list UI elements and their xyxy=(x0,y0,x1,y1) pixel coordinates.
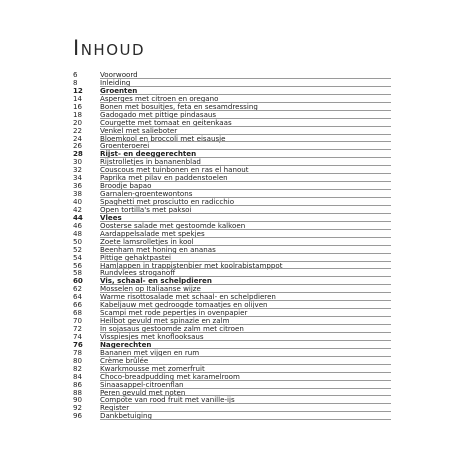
toc-entry-title: Garnalen-groentewontons xyxy=(100,189,193,199)
toc-page-number: 54 xyxy=(73,252,83,262)
toc-entry-title: Couscous met tuinbonen en ras el hanout xyxy=(100,165,249,175)
toc-entry-title: Oosterse salade met gestoomde kalkoen xyxy=(100,220,246,230)
toc-entry-title: Vlees xyxy=(100,212,122,222)
toc-entry-title: Courgette met tomaat en geitenkaas xyxy=(100,117,232,127)
toc-page-number: 96 xyxy=(73,411,83,421)
toc-entry-title: Sinaasappel-citroenflan xyxy=(100,379,184,389)
toc-page-number: 46 xyxy=(73,220,83,230)
toc-entry-title: Mosselen op Italiaanse wijze xyxy=(100,284,201,294)
toc-entry-title: Zoete lamsrolletjes in kool xyxy=(100,236,194,246)
toc-page-number: 76 xyxy=(73,339,83,349)
toc-entry-title: Bonen met bosuitjes, feta en sesamdressing xyxy=(100,101,258,111)
toc-page-number: 66 xyxy=(73,300,83,310)
toc-page-number: 38 xyxy=(73,189,83,199)
toc-page-number: 58 xyxy=(73,268,83,278)
toc-entry-title: Vis, schaal- en schelpdieren xyxy=(100,276,212,286)
toc-page-number: 42 xyxy=(73,204,83,214)
toc-page-number: 24 xyxy=(73,133,83,143)
toc-page-number: 80 xyxy=(73,355,83,365)
toc-page-number: 22 xyxy=(73,125,83,135)
toc-entry-title: Choco-breadpudding met karamelroom xyxy=(100,371,240,381)
toc-entry-title: Rundvlees stroganoff xyxy=(100,268,176,278)
toc-page-number: 28 xyxy=(73,149,83,159)
toc-entry-title: Hamlappen in trappistenbier met koolrabistamppot xyxy=(100,260,283,270)
toc-page-number: 30 xyxy=(73,157,83,167)
toc-page-number: 78 xyxy=(73,347,83,357)
toc-entry-title: Groenten xyxy=(100,85,138,95)
toc-entry-title: Scampi met rode pepertjes in ovenpapier xyxy=(100,308,248,318)
toc-page-number: 56 xyxy=(73,260,83,270)
toc-entry-title: Rijst- en deeggerechten xyxy=(100,149,197,159)
toc-entry-title: Voorwoord xyxy=(100,70,138,79)
toc-page-number: 8 xyxy=(73,77,78,87)
toc-page-number: 48 xyxy=(73,228,83,238)
table-of-contents xyxy=(73,71,391,420)
toc-entry-title: Venkel met salieboter xyxy=(100,125,178,135)
toc-page-number: 70 xyxy=(73,316,83,326)
toc-entry-title: Bananen met vijgen en rum xyxy=(100,347,200,357)
toc-divider xyxy=(100,419,391,420)
toc-entry-title: Groenteroerei xyxy=(100,141,150,151)
toc-entry-title: Bloemkool en broccoli met eisausje xyxy=(100,133,226,143)
toc-entry-title: Aardappelsalade met spekjes xyxy=(100,228,205,238)
toc-entry-title: Broodje bapao xyxy=(100,181,152,191)
toc-page-number: 6 xyxy=(73,70,78,79)
toc-page-number: 92 xyxy=(73,403,83,413)
toc-page-number: 34 xyxy=(73,173,83,183)
toc-page-number: 82 xyxy=(73,363,83,373)
toc-page-number: 64 xyxy=(73,292,83,302)
toc-page-number: 26 xyxy=(73,141,83,151)
toc-page-number: 72 xyxy=(73,324,83,333)
toc-entry-title: In sojasaus gestoomde zalm met citroen xyxy=(100,324,244,333)
toc-page-number: 84 xyxy=(73,371,83,381)
toc-page-number: 74 xyxy=(73,331,83,341)
toc-page-number: 40 xyxy=(73,197,83,206)
toc-entry-title: Gadogado met pittige pindasaus xyxy=(100,109,217,119)
toc-page-number: 52 xyxy=(73,244,83,254)
toc-page-number: 60 xyxy=(73,276,83,286)
toc-page-number: 14 xyxy=(73,93,83,103)
toc-page-number: 12 xyxy=(73,85,83,95)
toc-page-number: 36 xyxy=(73,181,83,191)
toc-page-number: 68 xyxy=(73,308,83,318)
toc-entry-title: Dankbetuiging xyxy=(100,411,153,421)
toc-entry-title: Register xyxy=(100,403,130,413)
toc-entry-title: Spaghetti met prosciutto en radicchio xyxy=(100,197,235,206)
page-title: Inhoud xyxy=(73,36,146,60)
toc-entry-title: Visspiesjes met knoflooksaus xyxy=(100,331,204,341)
toc-entry-title: Kabeljauw met gedroogde tomaatjes en olijven xyxy=(100,300,268,310)
toc-entry-title: Compote van rood fruit met vanille-ijs xyxy=(100,395,235,405)
toc-entry-title: Warme risottosalade met schaal- en schelpdieren xyxy=(100,292,276,302)
toc-page-number: 90 xyxy=(73,395,83,405)
toc-entry-title: Open tortilla's met paksoi xyxy=(100,204,192,214)
toc-entry xyxy=(73,412,391,420)
toc-page-number: 44 xyxy=(73,212,83,222)
toc-entry-title: Nagerechten xyxy=(100,339,152,349)
toc-page-number: 50 xyxy=(73,236,83,246)
toc-entry-title: Asperges met citroen en oregano xyxy=(100,93,219,103)
toc-entry-title: Pittige gehaktpastei xyxy=(100,252,172,262)
toc-entry-title: Rijstrolletjes in bananenblad xyxy=(100,157,201,167)
toc-entry-title: Inleiding xyxy=(100,77,131,87)
toc-page-number: 32 xyxy=(73,165,83,175)
toc-page-number: 20 xyxy=(73,117,83,127)
toc-page-number: 88 xyxy=(73,387,83,397)
toc-entry-title: Crème brûlée xyxy=(100,355,149,365)
toc-entry-title: Kwarkmousse met zomerfruit xyxy=(100,363,205,373)
toc-page-number: 62 xyxy=(73,284,83,294)
toc-entry-title: Paprika met pilav en paddenstoelen xyxy=(100,173,228,183)
toc-page-number: 18 xyxy=(73,109,83,119)
toc-page-number: 16 xyxy=(73,101,83,111)
toc-page-number: 86 xyxy=(73,379,83,389)
toc-entry-title: Beenham met honing en ananas xyxy=(100,244,216,254)
toc-entry-title: Peren gevuld met noten xyxy=(100,387,186,397)
toc-entry-title: Heilbot gevuld met spinazie en zalm xyxy=(100,316,230,326)
